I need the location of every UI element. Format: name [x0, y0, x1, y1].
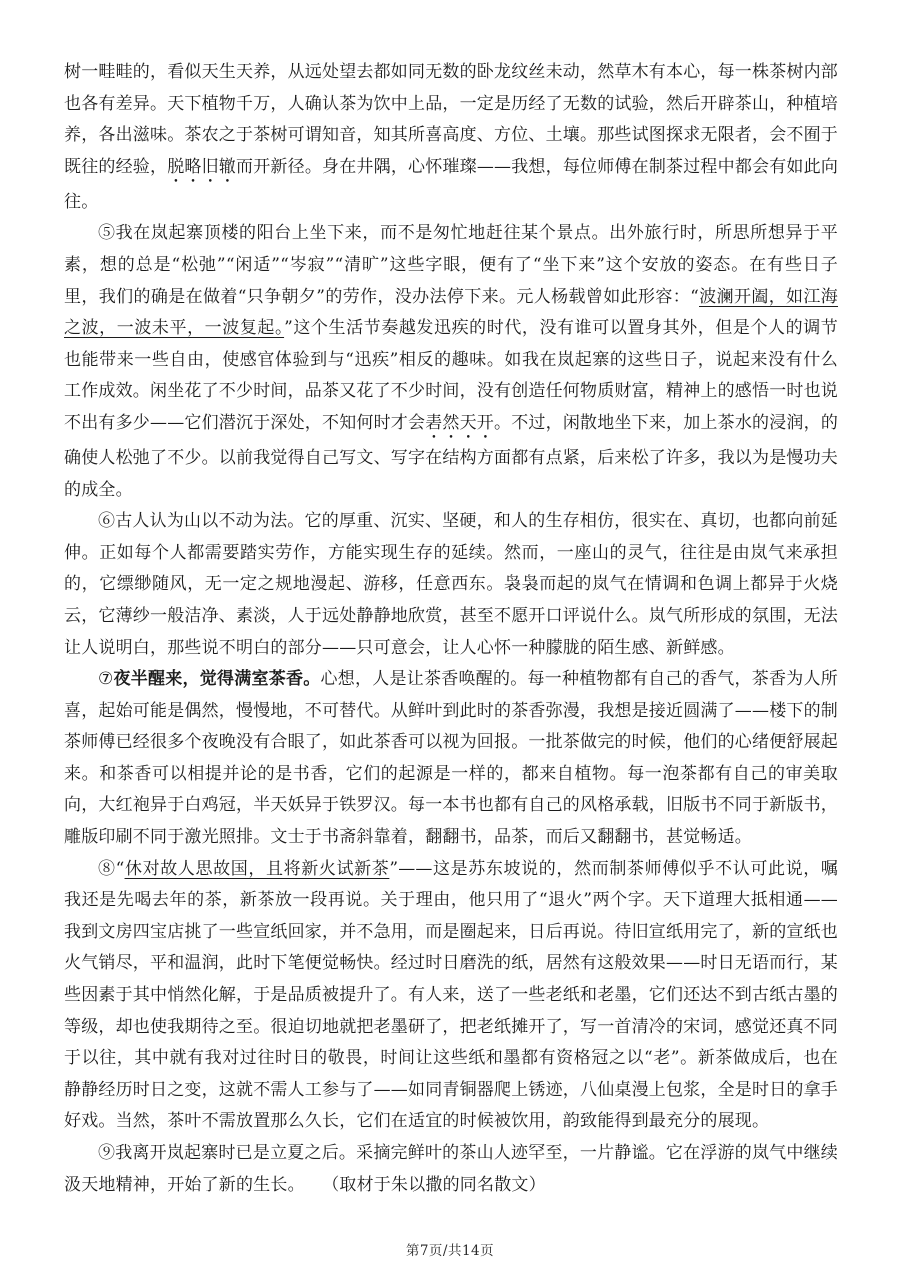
- text-run: 。不过，闲散地坐下来，加上茶水的浸润，的确使人松弛了不少。以前我觉得自己写文、写字在结构方面都有点紧，后来松了许多，我以为是慢功夫的成全。: [64, 412, 839, 500]
- text-run-bold: 夜半醒来，觉得满室茶香。: [113, 669, 321, 690]
- text-run-dots: 脱略旧辙: [167, 156, 237, 177]
- paragraph: [64, 218, 838, 506]
- paragraph: [64, 57, 838, 218]
- text-run-underline: 休对故人思故国，且将新火试新茶: [124, 858, 390, 879]
- text-run: ⑤我在岚起寨顶楼的阳台上坐下来，而不是匆忙地赶往某个景点。出外旅行时，所思所想异于平素，想的总是“松弛”“闲适”“岑寂”“清旷”这些字眼，便有了“坐下来”这个安放的姿态。在有些日子里，我们的确是在做着“只争朝夕”的劳作，没办法停下来。元人杨载曾如此形容：“: [64, 223, 838, 307]
- paragraph: [64, 854, 838, 1138]
- page-footer: [0, 1239, 900, 1259]
- text-run: 心想，人是让茶香唤醒的。每一种植物都有自己的香气，茶香为人所喜，起始可能是偶然，慢慢地，不可替代。从鲜叶到此时的茶香弥漫，我想是接近圆满了——楼下的制茶师傅已经很多个夜晚没有合眼了，如此茶香可以视为回报。一批茶做完的时候，他们的心绪便舒展起来。和茶香可以相提并论的是书香，它们的起源是一样的，都来自植物。每一泡茶都有自己的审美取向，大红袍异于白鸡冠，半天妖异于铁罗汉。每一本书也都有自己的风格承载，旧版书不同于新版书，雕版印刷不同于激光照排。文士于书斋斜靠着，翻翻书，品茶，而后又翻翻书，甚觉畅适。: [64, 669, 838, 848]
- paragraph: [64, 506, 838, 664]
- text-run: ”这个生活节奏越发迅疾的时代，没有谁可以置身其外，但是个人的调节也能带来一些自由，使感官体验到与“迅疾”相反的趣味。如我在岚起寨的这些日子，说起来没有什么工作成效。闲坐花了不少时间，品茶又花了不少时间，没有创造任何物质财富，精神上的感悟一时也说不出有多少——它们潜沉于深处，不知何时才会: [64, 318, 838, 433]
- text-run-underline: 波澜开阖，如江海之波，一波未平，一波复起。: [64, 286, 839, 339]
- text-run: ⑥古人认为山以不动为法。它的厚重、沉实、坚硬，和人的生存相仿，很实在、真切，也都向前延伸。正如每个人都需要踏实劳作，方能实现生存的延续。然而，一座山的灵气，往往是由岚气来承担的，它缥缈随风，无一定之规地漫起、游移，任意西东。袅袅而起的岚气在情调和色调上都异于火烧云，它薄纱一般洁净、素淡，人于远处静静地欣赏，甚至不愿开口评说什么。岚气所形成的氛围，无法让人说明白，那些说不明白的部分——只可意会，让人心怀一种朦胧的陌生感、新鲜感。: [64, 511, 838, 658]
- text-run: 而开新径。身在井隅，心怀璀璨——我想，每位师傅在制茶过程中都会有如此向往。: [64, 156, 839, 212]
- essay-body: [64, 57, 838, 1201]
- text-run: ”——这是苏东坡说的，然而制茶师傅似乎不认可此说，嘱我还是先喝去年的茶，新茶放一段再说。关于理由，他只用了“退火”两个字。天下道理大抵相通——我到文房四宝店挑了一些宣纸回家，并不急用，而是圈起来，日后再说。待旧宣纸用完了，新的宣纸也火气销尽，平和温润，此时下笔便觉畅快。经过时日磨洗的纸，居然有这般效果——时日无语而行，某些因素于其中悄然化解，于是品质被提升了。有人来，送了一些老纸和老墨，它们还达不到古纸古墨的等级，却也使我期待之至。很迫切地就把老墨研了，把老纸摊开了，写一首清冷的宋词，感觉还真不同于以往，其中就有我对过往时日的敬畏，时间让这些纸和墨都有资格冠之以“老”。新茶做成后，也在静静经历时日之变，这就不需人工参与了——如同青铜器爬上锈迹，八仙桌漫上包浆，全是时日的拿手好戏。当然，茶叶不需放置那么久长，它们在适宜的时候被饮用，韵致能得到最充分的展现。: [64, 858, 839, 1132]
- text-run: 树一畦畦的，看似天生天养，从远处望去都如同无数的卧龙纹丝未动，然草木有本心，每一株茶树内部也各有差异。天下植物千万，人确认茶为饮中上品，一定是历经了无数的试验，然后开辟茶山，种植培养，各出滋味。茶农之于茶树可谓知音，知其所喜高度、方位、土壤。那些试图探求无限者，会不囿于既往的经验，: [64, 62, 838, 177]
- text-run-dots: 砉然天开: [425, 412, 495, 433]
- page-number-label: 第7页/共14页: [405, 1243, 495, 1259]
- text-run: ⑧“: [98, 858, 125, 879]
- paragraph: [64, 1138, 838, 1201]
- text-run: ⑨我离开岚起寨时已是立夏之后。采摘完鲜叶的茶山人迹罕至，一片静谧。它在浮游的岚气中继续汲天地精神，开始了新的生长。 （取材于朱以撒的同名散文）: [64, 1143, 838, 1195]
- paragraph: [64, 664, 838, 854]
- text-run: ⑦: [98, 669, 114, 690]
